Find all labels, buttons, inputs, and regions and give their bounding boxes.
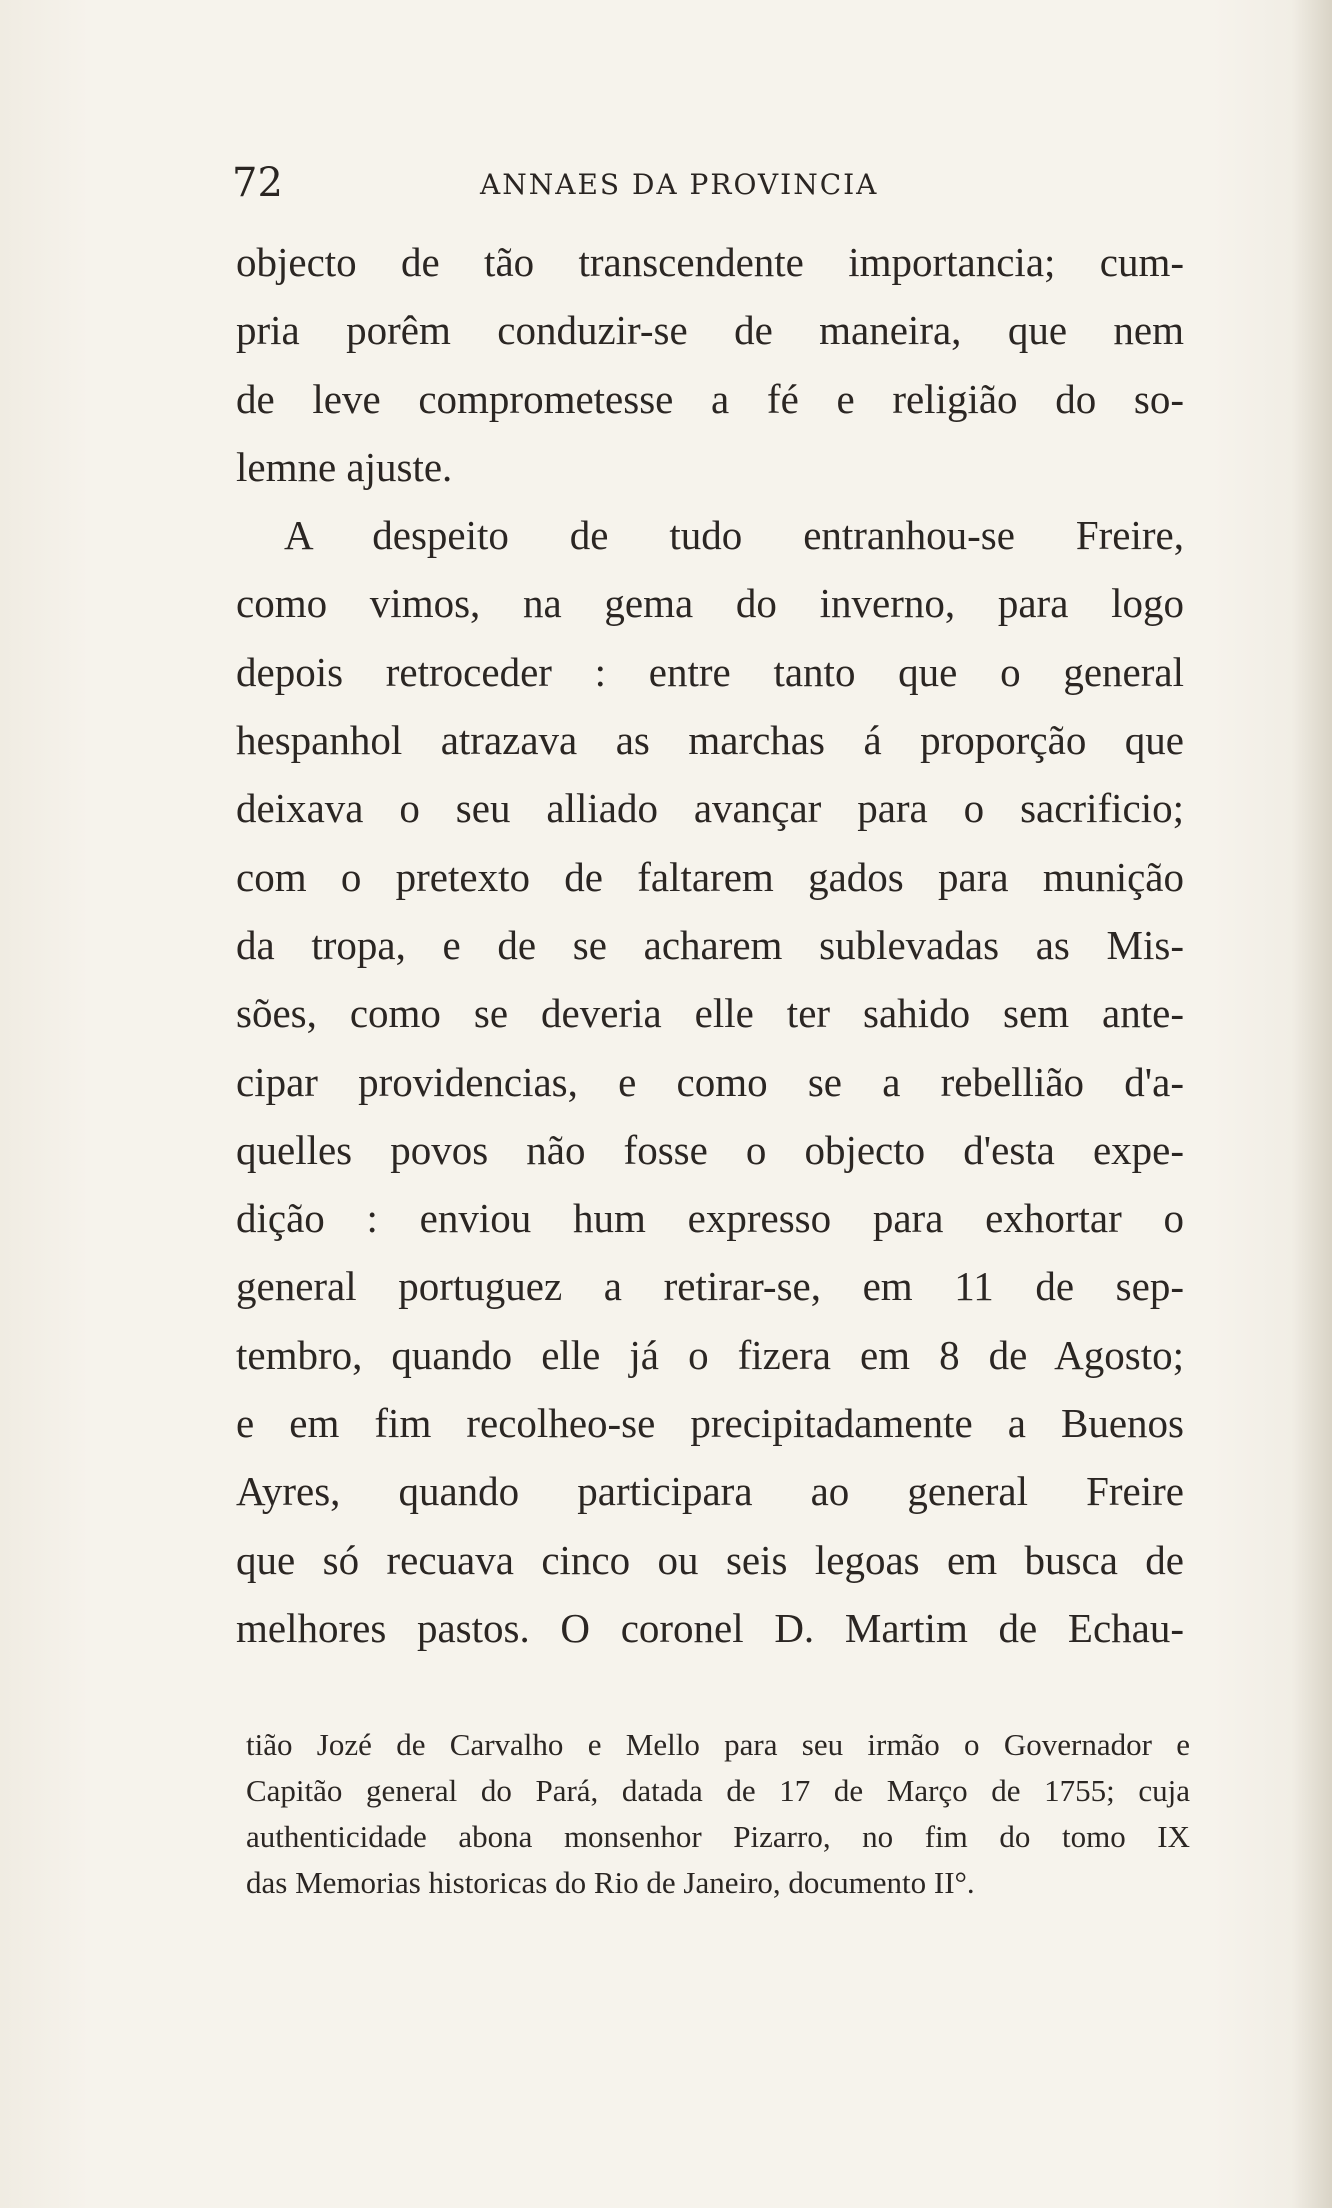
text-line: general portuguez a retirar-se, em 11 de sep- — [236, 1263, 1184, 1310]
text-line: melhores pastos. O coronel D. Martim de Echau- — [236, 1604, 1184, 1651]
text-line: de leve comprometesse a fé e religião do so- — [236, 375, 1184, 422]
text-line: tembro, quando elle já o fizera em 8 de Agosto; — [236, 1331, 1184, 1378]
text-line: Ayres, quando participara ao general Freire — [236, 1468, 1184, 1515]
footnote — [246, 1722, 1190, 1906]
text-line: quelles povos não fosse o objecto d'esta expe- — [236, 1126, 1184, 1173]
text-line: objecto de tão transcendente importancia; cum- — [236, 239, 1184, 285]
text-line: dição : enviou hum expresso para exhortar o — [236, 1195, 1184, 1242]
text-line: e em fim recolheo-se precipitadamente a Buenos — [236, 1400, 1184, 1447]
text-line: como vimos, na gema do inverno, para logo — [236, 580, 1184, 627]
text-line: hespanhol atrazava as marchas á proporção que — [236, 717, 1184, 764]
text-line: deixava o seu alliado avançar para o sacrificio; — [236, 785, 1184, 832]
footnote-line: authenticidade abona monsenhor Pizarro, no fim do tomo IX — [246, 1819, 1190, 1854]
text-line: cipar providencias, e como se a rebellião d'a- — [236, 1058, 1184, 1105]
footnote-line: tião Jozé de Carvalho e Mello para seu irmão o Governador e — [246, 1727, 1190, 1762]
page-header — [232, 158, 1182, 208]
running-title: ANNAES DA PROVINCIA — [480, 168, 879, 201]
text-line: A despeito de tudo entranhou-se Freire, — [284, 512, 1184, 559]
text-line: da tropa, e de se acharem sublevadas as Mis- — [236, 921, 1184, 968]
text-line: lemne ajuste. — [236, 443, 453, 490]
text-line: que só recuava cinco ou seis legoas em busca de — [236, 1536, 1184, 1583]
footnote-line: das Memorias historicas do Rio de Janeiro, documento II°. — [246, 1865, 975, 1900]
page-number: 72 — [232, 160, 283, 206]
text-line: com o pretexto de faltarem gados para munição — [236, 853, 1184, 900]
text-line: pria porêm conduzir-se de maneira, que nem — [236, 307, 1184, 354]
text-line: depois retroceder : entre tanto que o general — [236, 648, 1184, 695]
main-text — [236, 228, 1184, 1662]
footnote-line: Capitão general do Pará, datada de 17 de Março de 1755; cuja — [246, 1773, 1190, 1808]
text-line: sões, como se deveria elle ter sahido sem ante- — [236, 990, 1184, 1037]
